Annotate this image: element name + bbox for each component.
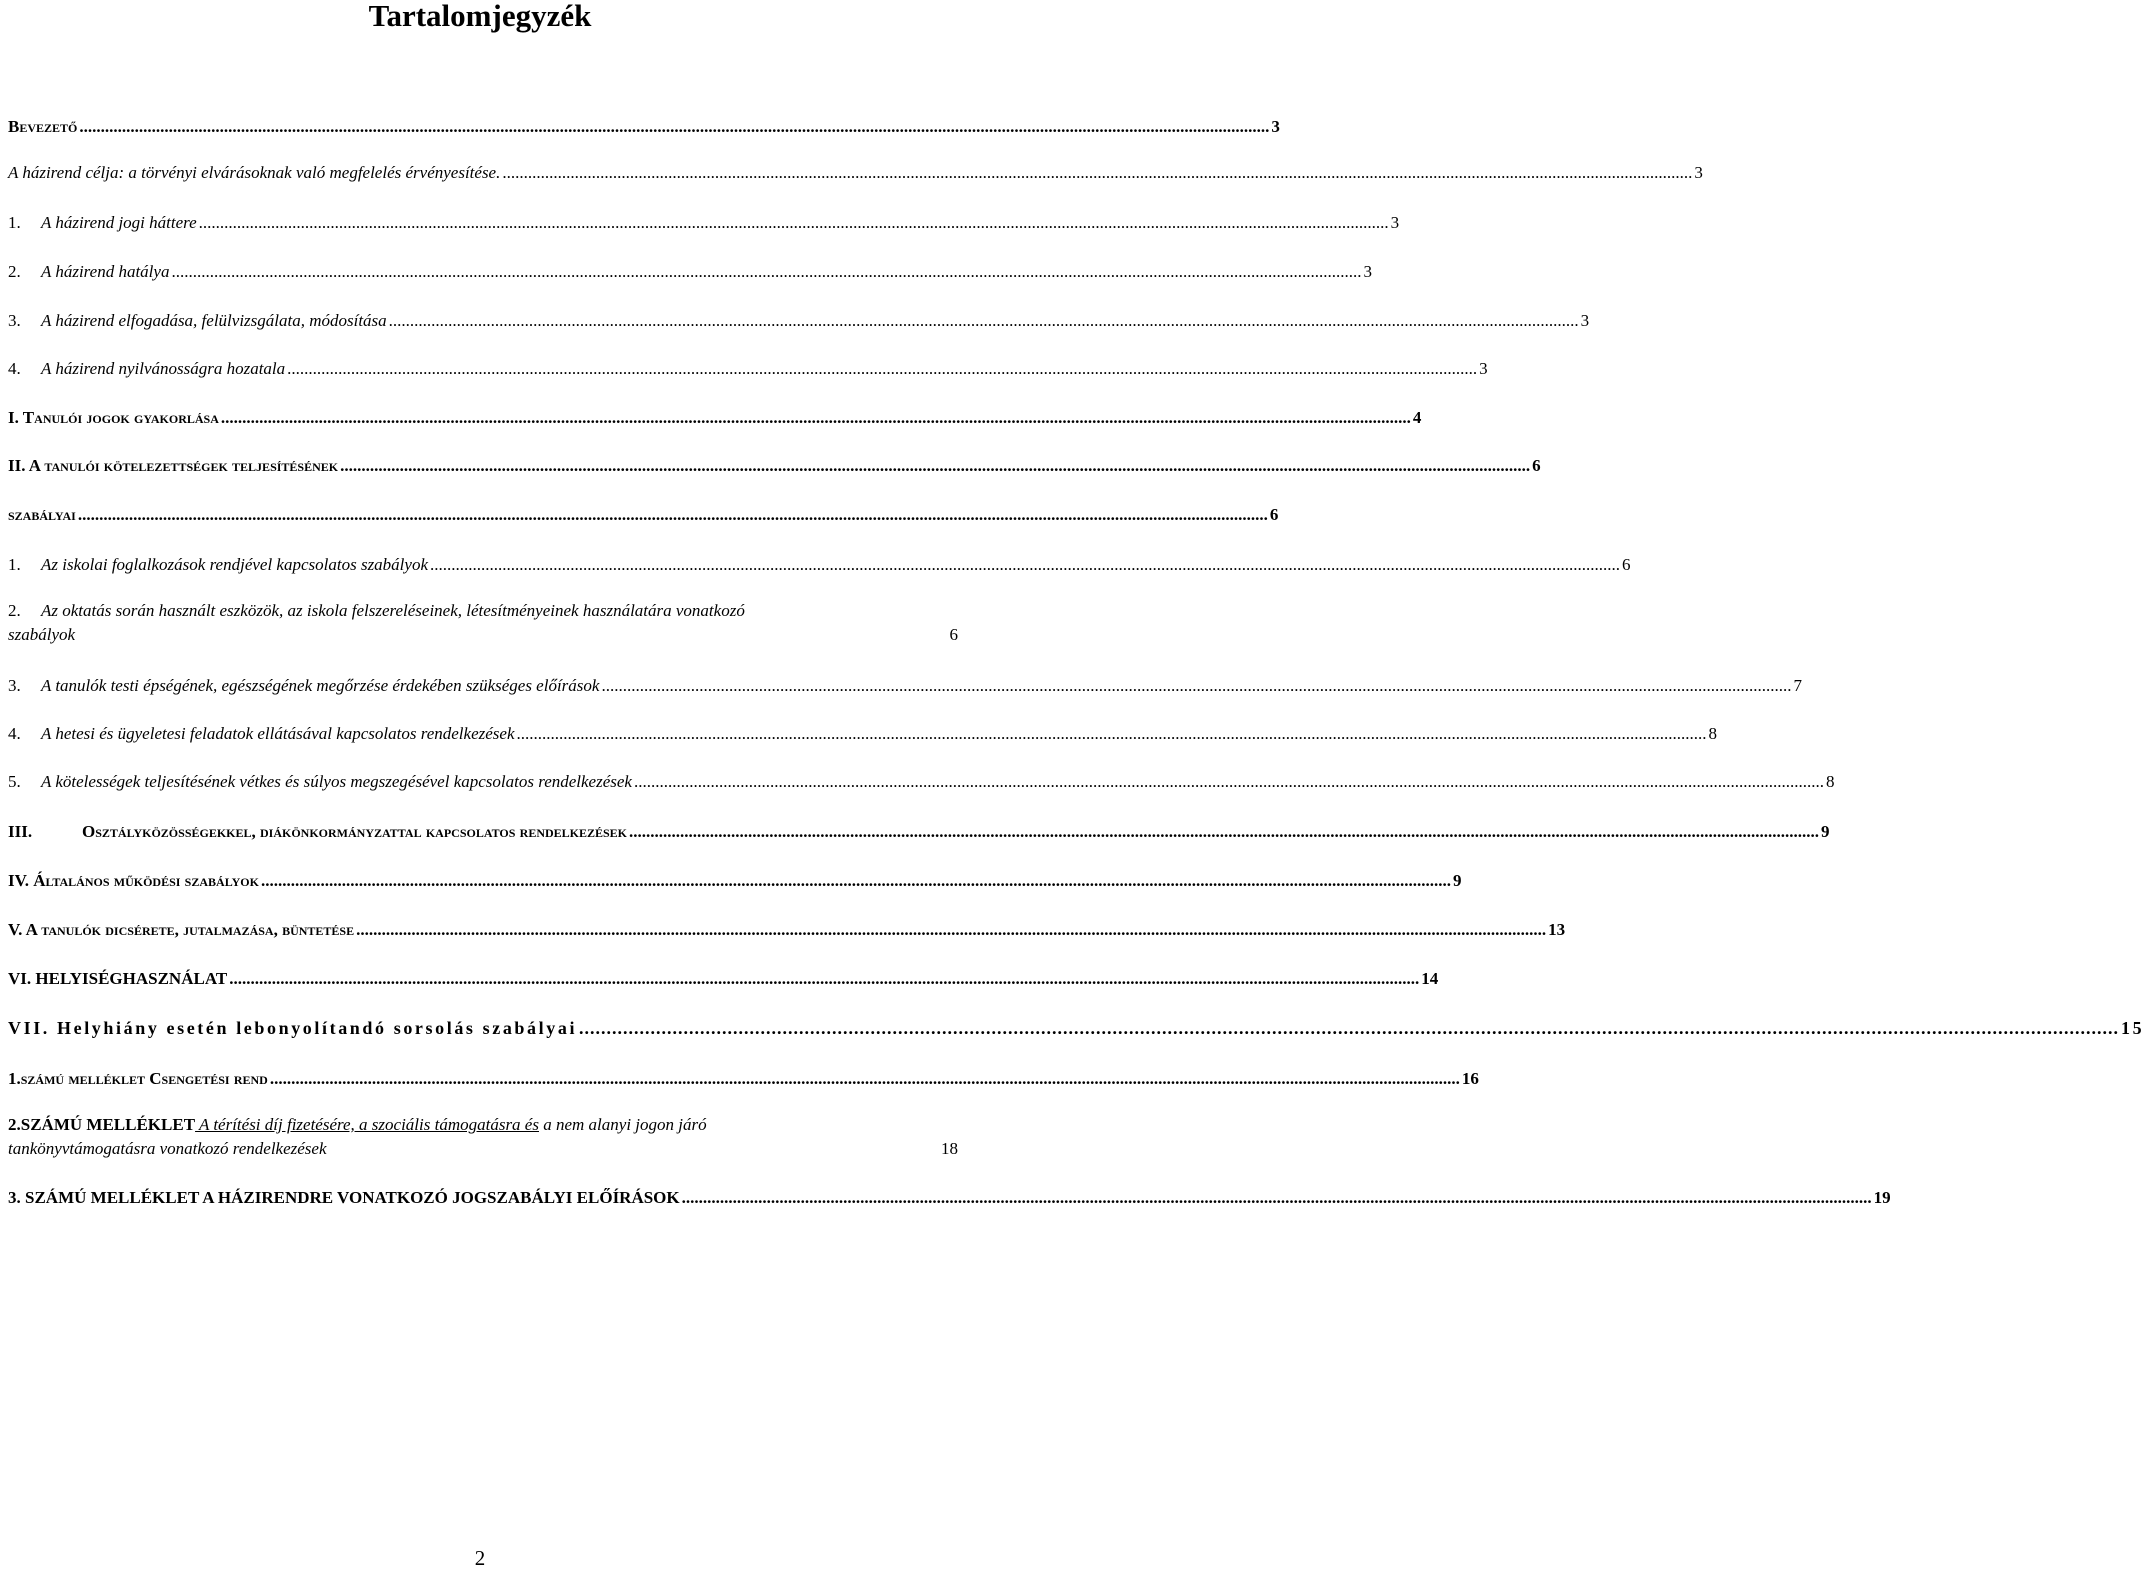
- toc-entry-number: 4.: [8, 359, 21, 378]
- toc-entry-szabalyai[interactable]: [8, 505, 1279, 525]
- leader-dots: [171, 262, 1361, 282]
- toc-entry-melleklet-3[interactable]: [8, 1188, 1891, 1208]
- toc-entry-label: Bevezető: [8, 117, 78, 136]
- toc-entry-foglalkozasok-rendje[interactable]: [8, 555, 1631, 575]
- leader-dots: [601, 676, 1791, 696]
- toc-entry-number: 1.: [8, 555, 21, 574]
- toc-entry-label: VI. HELYISÉGHASZNÁLAT: [8, 969, 228, 988]
- toc-entry-hatalya[interactable]: [8, 262, 1372, 282]
- toc-entry-page: 9: [1452, 871, 1462, 890]
- toc-entry-label: VII. Helyhiány esetén lebonyolítandó sorsolás szabályai: [8, 1018, 578, 1038]
- toc-entry-page: 19: [1873, 1188, 1891, 1207]
- toc-entry-helyiseghasznalat[interactable]: [8, 969, 1439, 989]
- toc-entry-label: A házirend jogi háttere: [41, 213, 197, 232]
- leader-dots: [340, 456, 1530, 476]
- toc-entry-label: 3. SZÁMÚ MELLÉKLET A HÁZIRENDRE VONATKOZÓ JOGSZABÁLYI ELŐÍRÁSOK: [8, 1188, 680, 1207]
- leader-dots: [502, 163, 1692, 183]
- toc-entry-osztalykozossegek[interactable]: [8, 822, 1830, 842]
- toc-entry-label: 1.számú melléklet Csengetési rend: [8, 1069, 268, 1088]
- toc-entry-melleklet-2[interactable]: [8, 1113, 958, 1161]
- toc-entry-number: 2.: [8, 262, 21, 281]
- toc-entry-page: 6: [949, 625, 958, 644]
- toc-entry-label: A házirend célja: a törvényi elvárásoknak való megfelelés érvényesítése.: [8, 163, 501, 182]
- toc-entry-label: A kötelességek teljesítésének vétkes és súlyos megszegésével kapcsolatos rendelkezések: [41, 772, 632, 791]
- leader-dots: [287, 359, 1477, 379]
- leader-dots: [221, 408, 1411, 428]
- page-title: Tartalomjegyzék: [368, 0, 592, 33]
- toc-entry-label: A tanulók testi épségének, egészségének megőrzése érdekében szükséges előírások: [41, 676, 600, 695]
- toc-entry-hetesi-feladatok[interactable]: [8, 724, 1717, 744]
- toc-entry-page: 3: [1390, 213, 1400, 232]
- toc-entry-hazirend-celja[interactable]: [8, 163, 1703, 183]
- toc-entry-label-cont: tankönyvtámogatásra vonatkozó rendelkezések: [8, 1139, 327, 1158]
- toc-entry-page: 3: [1580, 311, 1590, 330]
- toc-entry-elfogadasa[interactable]: [8, 311, 1590, 331]
- toc-entry-label: Az iskolai foglalkozások rendjével kapcsolatos szabályok: [41, 555, 428, 574]
- toc-entry-page: 14: [1421, 969, 1439, 988]
- toc-entry-label: A házirend elfogadása, felülvizsgálata, módosítása: [41, 311, 387, 330]
- leader-dots: [270, 1069, 1460, 1089]
- leader-dots: [634, 772, 1824, 792]
- toc-entry-melleklet-1[interactable]: [8, 1069, 1479, 1089]
- toc-entry-label: V. A tanulók dicsérete, jutalmazása, büntetése: [8, 920, 355, 939]
- leader-dots: [79, 117, 1269, 137]
- toc-entry-kotelezettsegek[interactable]: [8, 456, 1541, 476]
- toc-entry-label: A házirend nyilvánosságra hozatala: [41, 359, 286, 378]
- toc-entry-page: 13: [1548, 920, 1566, 939]
- toc-entry-page: 8: [1825, 772, 1835, 791]
- toc-entry-label-bold: 2.SZÁMÚ MELLÉKLET: [8, 1115, 196, 1134]
- toc-entry-number: III.: [8, 822, 33, 841]
- toc-entry-page: 9: [1821, 822, 1830, 841]
- toc-entry-page: 18: [941, 1139, 958, 1158]
- leader-dots: [229, 969, 1419, 989]
- toc-entry-page: 3: [1363, 262, 1372, 281]
- toc-entry-label-italic-cont: a nem alanyi jogon járó: [538, 1115, 707, 1134]
- toc-entry-kotelessegek-megszegese[interactable]: [8, 772, 1835, 792]
- leader-dots: [199, 213, 1389, 233]
- toc-entry-page: 4: [1412, 408, 1422, 427]
- leader-dots: [78, 505, 1268, 525]
- toc-entry-eszkozok-hasznalata[interactable]: [8, 599, 958, 647]
- toc-entry-label: Az oktatás során használt eszközök, az iskola felszereléseinek, létesítményeinek használatára vonatkozó: [41, 601, 745, 620]
- toc-entry-page: 8: [1708, 724, 1717, 743]
- toc-entry-page: 15: [2121, 1018, 2144, 1038]
- leader-dots: [682, 1188, 1872, 1208]
- toc-entry-label: IV. Általános működési szabályok: [8, 871, 259, 890]
- toc-entry-page: 6: [1622, 555, 1631, 574]
- toc-entry-label: I. Tanulói jogok gyakorlása: [8, 408, 219, 427]
- leader-dots: [629, 822, 1819, 842]
- leader-dots: [430, 555, 1620, 575]
- toc-entry-label: A hetesi és ügyeletesi feladatok ellátásával kapcsolatos rendelkezések: [41, 724, 515, 743]
- toc-entry-number: 4.: [8, 724, 21, 743]
- toc-entry-label: szabályai: [8, 505, 76, 524]
- toc-entry-page: 6: [1269, 505, 1279, 524]
- toc-entry-sorsolas[interactable]: [8, 1018, 2144, 1038]
- toc-entry-number: 2.: [8, 601, 21, 620]
- toc-entry-page: 3: [1271, 117, 1280, 136]
- toc-entry-label: Osztályközösségekkel, diákönkormányzattal kapcsolatos rendelkezések: [82, 822, 628, 841]
- toc-entry-label-italic: A térítési díj fizetésére, a szociális támogatásra és: [195, 1115, 539, 1134]
- toc-entry-page: 6: [1532, 456, 1541, 475]
- toc-entry-number: 1.: [8, 213, 21, 232]
- toc-entry-altalanos-mukodesi[interactable]: [8, 871, 1462, 891]
- toc-entry-page: 16: [1461, 1069, 1479, 1088]
- toc-entry-number: 3.: [8, 676, 21, 695]
- toc-entry-nyilvanossag[interactable]: [8, 359, 1488, 379]
- leader-dots: [389, 311, 1579, 331]
- toc-entry-label: II. A tanulói kötelezettségek teljesítésének: [8, 456, 339, 475]
- toc-entry-bevezeto[interactable]: [8, 117, 1280, 137]
- toc-entry-number: 3.: [8, 311, 21, 330]
- toc-entry-dicserete[interactable]: [8, 920, 1566, 940]
- toc-entry-page: 3: [1479, 359, 1488, 378]
- leader-dots: [517, 724, 1707, 744]
- leader-dots: [579, 1018, 2119, 1038]
- toc-entry-jogi-hattere[interactable]: [8, 213, 1400, 233]
- toc-entry-page: 7: [1793, 676, 1802, 695]
- toc-entry-number: 5.: [8, 772, 21, 791]
- toc-entry-label: A házirend hatálya: [41, 262, 170, 281]
- leader-dots: [356, 920, 1546, 940]
- toc-entry-tanuloi-jogok[interactable]: [8, 408, 1422, 428]
- leader-dots: [261, 871, 1451, 891]
- page-number: 2: [474, 1546, 486, 1570]
- toc-entry-testi-epseg[interactable]: [8, 676, 1802, 696]
- toc-entry-label-cont: szabályok: [8, 625, 76, 644]
- toc-entry-page: 3: [1694, 163, 1703, 182]
